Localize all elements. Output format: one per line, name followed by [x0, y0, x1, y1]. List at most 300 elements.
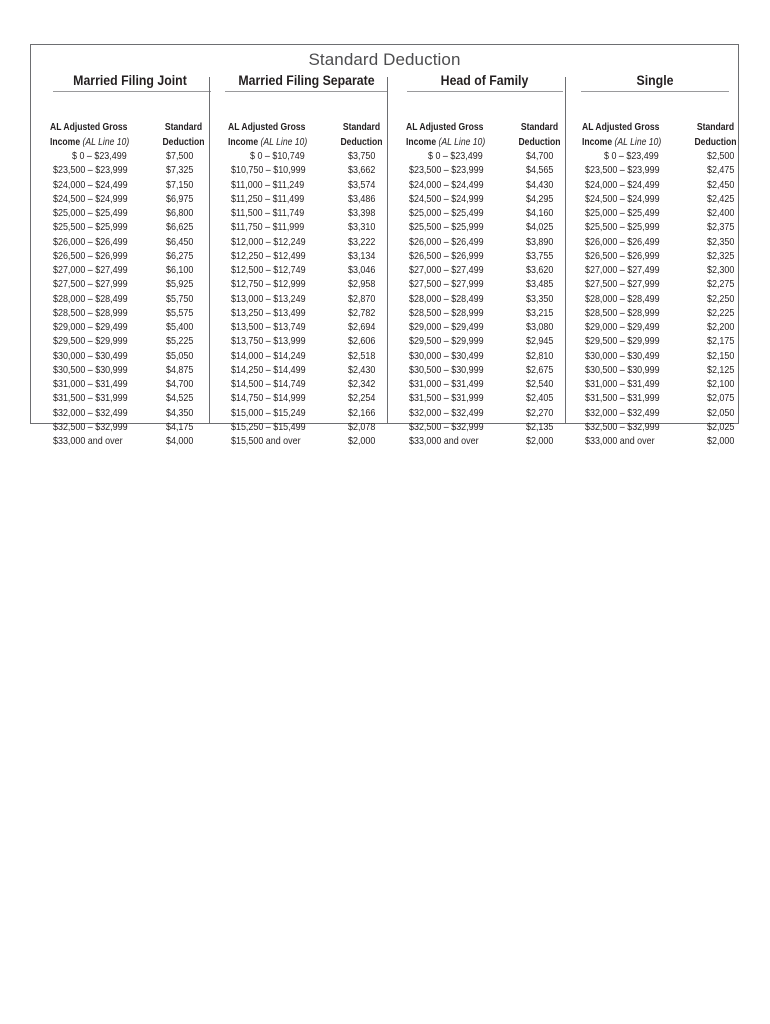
income-header-line-ref: (AL Line 10)	[82, 137, 130, 148]
income-range: $31,500 – $31,999	[409, 393, 484, 405]
deduction-amount: $2,254	[348, 393, 376, 405]
deduction-amount: $5,050	[166, 350, 194, 362]
deduction-amount: $2,075	[707, 393, 735, 405]
table-row	[225, 350, 388, 364]
income-range: $31,500 – $31,999	[53, 393, 128, 405]
income-range: $15,000 – $15,249	[231, 407, 306, 419]
table-row	[581, 278, 735, 292]
table-row	[581, 293, 735, 307]
table-row	[581, 364, 735, 378]
table-row	[581, 236, 735, 250]
income-range: $24,000 – $24,499	[585, 179, 660, 191]
deduction-amount: $4,350	[166, 407, 194, 419]
table-row	[581, 307, 735, 321]
income-range: $31,000 – $31,499	[409, 379, 484, 390]
table-row	[581, 193, 735, 207]
deduction-amount: $6,975	[166, 193, 194, 205]
income-range: $27,500 – $27,999	[409, 279, 484, 291]
deduction-amount: $4,160	[526, 208, 554, 219]
income-range: $28,500 – $28,999	[53, 307, 128, 319]
income-range: $27,500 – $27,999	[585, 279, 660, 291]
deduction-amount: $3,134	[348, 250, 376, 262]
income-range: $27,500 – $27,999	[53, 279, 128, 291]
table-row	[403, 350, 566, 364]
deduction-amount: $2,270	[526, 407, 554, 419]
deduction-amount: $2,342	[348, 379, 376, 390]
section-heading-rule	[407, 91, 563, 92]
income-column-header	[228, 120, 307, 150]
deduction-amount: $4,700	[526, 151, 554, 162]
section-heading: Married Filing Joint	[73, 72, 187, 88]
income-range: $13,750 – $13,999	[231, 336, 306, 348]
deduction-amount: $2,400	[707, 208, 735, 219]
income-range: $25,000 – $25,499	[53, 208, 128, 219]
table-row	[49, 236, 211, 250]
section-married-filing-separate	[225, 72, 388, 447]
income-range: $31,500 – $31,999	[585, 393, 660, 405]
section-heading-rule	[53, 91, 211, 92]
income-header-word: Income	[228, 137, 259, 148]
income-header-line-ref: (AL Line 10)	[614, 137, 662, 148]
deduction-amount: $3,662	[348, 165, 376, 177]
deduction-amount: $2,810	[526, 350, 554, 362]
deduction-amount: $3,486	[348, 193, 376, 205]
deduction-amount: $6,450	[166, 236, 194, 248]
deduction-amount: $5,225	[166, 336, 194, 348]
income-range: $32,000 – $32,499	[409, 407, 484, 419]
deduction-header-line2: Deduction	[162, 137, 205, 148]
table-row	[225, 207, 388, 221]
deduction-amount: $4,875	[166, 364, 194, 376]
deduction-amount: $2,375	[707, 222, 735, 234]
income-range: $28,500 – $28,999	[409, 307, 484, 319]
income-range: $11,000 – $11,249	[231, 179, 305, 191]
income-range: $10,750 – $10,999	[231, 165, 306, 177]
table-row	[581, 264, 735, 278]
deduction-amount: $3,215	[526, 307, 554, 319]
deduction-column-header	[340, 120, 383, 150]
income-header-line1: AL Adjusted Gross	[582, 122, 660, 133]
income-range: $12,750 – $12,999	[231, 279, 306, 291]
deduction-amount: $3,350	[526, 293, 554, 305]
section-single	[581, 72, 737, 447]
table-row	[581, 335, 735, 349]
income-range: $13,250 – $13,499	[231, 307, 306, 319]
income-column-header	[406, 120, 485, 150]
deduction-amount: $2,425	[707, 193, 735, 205]
column-divider	[209, 77, 210, 423]
income-range: $28,500 – $28,999	[585, 307, 660, 319]
deduction-amount: $5,750	[166, 293, 194, 305]
table-row	[49, 278, 211, 292]
income-range: $29,000 – $29,499	[409, 322, 484, 333]
deduction-amount: $5,400	[166, 322, 194, 333]
income-range: $14,750 – $14,999	[231, 393, 306, 405]
deduction-amount: $2,078	[348, 421, 376, 433]
income-header-line1: AL Adjusted Gross	[228, 122, 306, 133]
deduction-header-line1: Standard	[342, 122, 381, 133]
table-row	[403, 321, 566, 335]
table-row	[225, 293, 388, 307]
income-range: $26,500 – $26,999	[409, 250, 484, 262]
deduction-header-line2: Deduction	[340, 137, 383, 148]
income-range: $30,500 – $30,999	[53, 364, 128, 376]
income-range: $28,000 – $28,499	[585, 293, 660, 305]
deduction-amount: $2,150	[707, 350, 735, 362]
table-row	[225, 179, 388, 193]
deduction-amount: $2,125	[707, 364, 735, 376]
deduction-header-line1: Standard	[696, 122, 735, 133]
deduction-column-header	[518, 120, 561, 150]
income-range: $11,750 – $11,999	[231, 222, 305, 234]
table-row	[49, 150, 211, 164]
income-range: $26,500 – $26,999	[585, 250, 660, 262]
table-row	[49, 321, 211, 335]
deduction-amount: $4,430	[526, 179, 554, 191]
deduction-amount: $2,166	[348, 407, 376, 419]
deduction-amount: $2,275	[707, 279, 735, 291]
deduction-amount: $2,870	[348, 293, 376, 305]
table-row	[581, 378, 735, 392]
deduction-amount: $7,325	[166, 165, 194, 177]
deduction-amount: $2,000	[526, 436, 554, 447]
table-row	[403, 250, 566, 264]
income-range: $11,500 – $11,749	[231, 208, 305, 219]
table-row	[225, 264, 388, 278]
table-row	[581, 435, 735, 449]
table-row	[403, 392, 566, 406]
deduction-header-line1: Standard	[164, 122, 203, 133]
deduction-amount: $4,295	[526, 193, 554, 205]
table-row	[403, 179, 566, 193]
table-row	[49, 193, 211, 207]
income-range: $30,500 – $30,999	[409, 364, 484, 376]
table-row	[581, 321, 735, 335]
table-row	[49, 350, 211, 364]
table-row	[403, 221, 566, 235]
deduction-amount: $2,200	[707, 322, 735, 333]
section-heading-rule	[581, 91, 729, 92]
income-range: $24,500 – $24,999	[585, 193, 660, 205]
income-range: $29,000 – $29,499	[585, 322, 660, 333]
table-row	[403, 364, 566, 378]
column-divider	[565, 77, 566, 423]
deduction-amount: $5,925	[166, 279, 194, 291]
deduction-amount: $2,300	[707, 265, 735, 276]
deduction-amount: $2,518	[348, 350, 376, 362]
income-header-line2	[228, 135, 307, 150]
income-range: $28,000 – $28,499	[53, 293, 128, 305]
table-row	[403, 407, 566, 421]
table-row	[49, 164, 211, 178]
deduction-amount: $2,250	[707, 293, 735, 305]
income-header-line2	[406, 135, 485, 150]
income-range: $31,000 – $31,499	[585, 379, 660, 390]
table-row	[225, 278, 388, 292]
income-range: $ 0 – $23,499	[428, 151, 483, 162]
deduction-amount: $2,100	[707, 379, 735, 390]
income-header-word: Income	[582, 137, 613, 148]
income-range: $25,500 – $25,999	[409, 222, 484, 234]
deduction-amount: $6,625	[166, 222, 194, 234]
deduction-amount: $2,675	[526, 364, 554, 376]
income-range: $27,000 – $27,499	[53, 265, 128, 276]
deduction-header-line1: Standard	[520, 122, 559, 133]
table-row	[49, 179, 211, 193]
deduction-amount: $2,000	[348, 436, 376, 447]
income-range: $30,500 – $30,999	[585, 364, 660, 376]
deduction-amount: $2,025	[707, 421, 735, 433]
table-row	[225, 392, 388, 406]
income-range: $14,500 – $14,749	[231, 379, 306, 390]
section-married-filing-joint	[49, 72, 211, 447]
income-range: $32,500 – $32,999	[409, 421, 484, 433]
table-row	[49, 421, 211, 435]
table-row	[403, 164, 566, 178]
deduction-amount: $4,565	[526, 165, 554, 177]
income-range: $26,000 – $26,499	[409, 236, 484, 248]
table-row	[403, 421, 566, 435]
table-row	[403, 293, 566, 307]
income-range: $29,500 – $29,999	[409, 336, 484, 348]
deduction-amount: $2,350	[707, 236, 735, 248]
table-row	[225, 421, 388, 435]
deduction-amount: $3,755	[526, 250, 554, 262]
income-header-line-ref: (AL Line 10)	[260, 137, 308, 148]
table-row	[581, 179, 735, 193]
income-range: $33,000 and over	[53, 436, 123, 447]
deduction-amount: $3,222	[348, 236, 376, 248]
table-row	[49, 293, 211, 307]
income-header-line1: AL Adjusted Gross	[50, 122, 128, 133]
table-row	[403, 264, 566, 278]
table-row	[225, 193, 388, 207]
table-row	[49, 335, 211, 349]
deduction-amount: $2,540	[526, 379, 554, 390]
deduction-amount: $2,475	[707, 165, 735, 177]
income-range: $27,000 – $27,499	[585, 265, 660, 276]
deduction-column-header	[162, 120, 205, 150]
table-row	[49, 364, 211, 378]
deduction-amount: $3,890	[526, 236, 554, 248]
table-row	[225, 321, 388, 335]
deduction-header-line2: Deduction	[518, 137, 561, 148]
income-range: $25,500 – $25,999	[585, 222, 660, 234]
income-range: $29,000 – $29,499	[53, 322, 128, 333]
table-row	[403, 193, 566, 207]
income-range: $ 0 – $23,499	[604, 151, 659, 162]
table-row	[225, 364, 388, 378]
deduction-amount: $4,525	[166, 393, 194, 405]
deduction-amount: $4,000	[166, 436, 194, 447]
deduction-amount: $3,080	[526, 322, 554, 333]
deduction-amount: $6,800	[166, 208, 194, 219]
deduction-amount: $2,958	[348, 279, 376, 291]
deduction-amount: $2,430	[348, 364, 376, 376]
deduction-amount: $2,000	[707, 436, 735, 447]
table-row	[403, 236, 566, 250]
table-row	[225, 164, 388, 178]
deduction-amount: $3,574	[348, 179, 376, 191]
table-row	[49, 221, 211, 235]
income-range: $14,000 – $14,249	[231, 350, 306, 362]
income-range: $32,000 – $32,499	[585, 407, 660, 419]
income-header-line-ref: (AL Line 10)	[438, 137, 486, 148]
deduction-amount: $7,150	[166, 179, 194, 191]
income-range: $26,000 – $26,499	[585, 236, 660, 248]
deduction-amount: $2,225	[707, 307, 735, 319]
deduction-amount: $2,175	[707, 336, 735, 348]
income-column-header	[50, 120, 129, 150]
deduction-amount: $4,175	[166, 421, 194, 433]
table-row	[49, 378, 211, 392]
table-row	[581, 150, 735, 164]
deduction-amount: $3,398	[348, 208, 376, 219]
table-row	[581, 421, 735, 435]
deduction-amount: $3,620	[526, 265, 554, 276]
table-row	[403, 150, 566, 164]
section-heading-rule	[225, 91, 388, 92]
income-range: $24,000 – $24,499	[409, 179, 484, 191]
section-heading: Head of Family	[440, 72, 529, 88]
table-row	[581, 207, 735, 221]
income-range: $24,500 – $24,999	[409, 193, 484, 205]
table-row	[49, 392, 211, 406]
deduction-amount: $2,405	[526, 393, 554, 405]
table-row	[403, 278, 566, 292]
deduction-amount: $2,606	[348, 336, 376, 348]
table-row	[581, 250, 735, 264]
standard-deduction-table	[30, 44, 739, 447]
income-range: $14,250 – $14,499	[231, 364, 306, 376]
income-range: $23,500 – $23,999	[409, 165, 484, 177]
deduction-amount: $2,945	[526, 336, 554, 348]
income-range: $33,000 and over	[585, 436, 655, 447]
table-row	[403, 307, 566, 321]
income-range: $12,000 – $12,249	[231, 236, 306, 248]
income-range: $23,500 – $23,999	[585, 165, 660, 177]
income-range: $25,000 – $25,499	[409, 208, 484, 219]
table-row	[49, 407, 211, 421]
deduction-amount: $2,782	[348, 307, 376, 319]
deduction-amount: $3,485	[526, 279, 554, 291]
income-range: $30,000 – $30,499	[585, 350, 660, 362]
income-range: $25,000 – $25,499	[585, 208, 660, 219]
table-row	[403, 435, 566, 449]
deduction-header-line2: Deduction	[694, 137, 737, 148]
section-heading: Married Filing Separate	[238, 72, 375, 88]
income-range: $ 0 – $23,499	[72, 151, 127, 162]
income-range: $25,500 – $25,999	[53, 222, 128, 234]
table-row	[49, 264, 211, 278]
income-range: $30,000 – $30,499	[53, 350, 128, 362]
table-row	[581, 221, 735, 235]
income-range: $32,500 – $32,999	[53, 421, 128, 433]
table-row	[403, 378, 566, 392]
deduction-amount: $6,100	[166, 265, 194, 276]
income-range: $28,000 – $28,499	[409, 293, 484, 305]
table-row	[225, 407, 388, 421]
income-range: $29,500 – $29,999	[585, 336, 660, 348]
table-row	[49, 435, 211, 449]
table-row	[225, 435, 388, 449]
table-row	[403, 207, 566, 221]
deduction-amount: $4,025	[526, 222, 554, 234]
section-head-of-family	[403, 72, 566, 447]
table-row	[581, 164, 735, 178]
income-range: $15,250 – $15,499	[231, 421, 306, 433]
deduction-amount: $6,275	[166, 250, 194, 262]
income-header-line1: AL Adjusted Gross	[406, 122, 484, 133]
income-header-word: Income	[50, 137, 81, 148]
deduction-amount: $2,450	[707, 179, 735, 191]
income-range: $15,500 and over	[231, 436, 301, 447]
deduction-amount: $3,750	[348, 151, 376, 162]
table-row	[581, 350, 735, 364]
table-title: Standard Deduction	[308, 50, 461, 69]
deduction-amount: $2,050	[707, 407, 735, 419]
deduction-amount: $2,135	[526, 421, 554, 433]
section-heading: Single	[636, 72, 674, 88]
table-row	[403, 335, 566, 349]
income-range: $12,250 – $12,499	[231, 250, 306, 262]
income-range: $32,000 – $32,499	[53, 407, 128, 419]
income-range: $26,500 – $26,999	[53, 250, 128, 262]
table-row	[225, 307, 388, 321]
income-range: $24,500 – $24,999	[53, 193, 128, 205]
income-range: $26,000 – $26,499	[53, 236, 128, 248]
deduction-amount: $2,500	[707, 151, 735, 162]
income-range: $ 0 – $10,749	[250, 151, 305, 162]
deduction-column-header	[694, 120, 737, 150]
table-row	[49, 207, 211, 221]
income-range: $13,000 – $13,249	[231, 293, 306, 305]
deduction-amount: $2,325	[707, 250, 735, 262]
deduction-amount: $7,500	[166, 151, 194, 162]
table-row	[225, 335, 388, 349]
deduction-amount: $3,046	[348, 265, 376, 276]
income-range: $13,500 – $13,749	[231, 322, 306, 333]
deduction-amount: $2,694	[348, 322, 376, 333]
income-range: $33,000 and over	[409, 436, 479, 447]
table-row	[225, 150, 388, 164]
income-range: $24,000 – $24,499	[53, 179, 128, 191]
income-header-line2	[582, 135, 661, 150]
table-row	[581, 407, 735, 421]
income-range: $11,250 – $11,499	[231, 193, 305, 205]
deduction-amount: $4,700	[166, 379, 194, 390]
income-range: $27,000 – $27,499	[409, 265, 484, 276]
table-row	[49, 250, 211, 264]
table-row	[225, 378, 388, 392]
table-row	[581, 392, 735, 406]
income-range: $32,500 – $32,999	[585, 421, 660, 433]
table-row	[49, 307, 211, 321]
income-range: $30,000 – $30,499	[409, 350, 484, 362]
income-range: $29,500 – $29,999	[53, 336, 128, 348]
income-range: $12,500 – $12,749	[231, 265, 306, 276]
income-header-line2	[50, 135, 129, 150]
deduction-amount: $5,575	[166, 307, 194, 319]
income-header-word: Income	[406, 137, 437, 148]
table-row	[225, 250, 388, 264]
column-divider	[387, 77, 388, 423]
table-row	[225, 236, 388, 250]
income-range: $31,000 – $31,499	[53, 379, 128, 390]
table-row	[225, 221, 388, 235]
income-column-header	[582, 120, 661, 150]
deduction-amount: $3,310	[348, 222, 376, 234]
